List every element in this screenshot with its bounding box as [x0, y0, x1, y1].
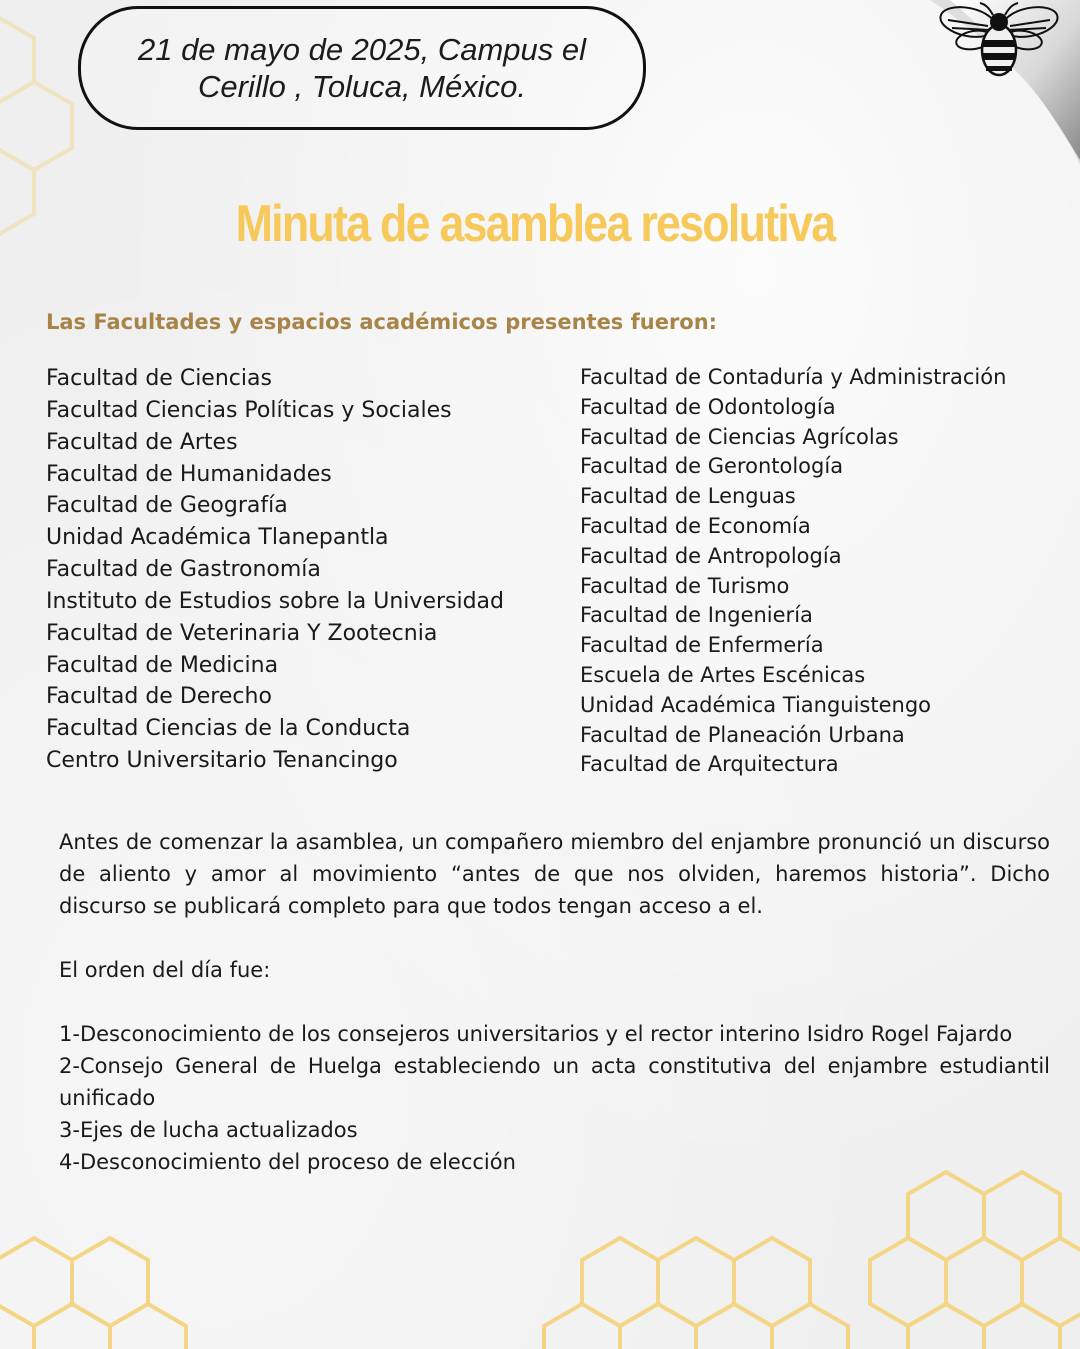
list-item: Centro Universitario Tenancingo [46, 748, 398, 774]
list-item: Facultad de Veterinaria Y Zootecnia [46, 620, 438, 646]
list-item: Facultad de Gastronomía [46, 557, 321, 583]
agenda-item: 3-Ejes de lucha actualizados [59, 1118, 358, 1142]
list-item: Facultad de Gerontología [580, 454, 844, 479]
date-location: 21 de mayo de 2025, Campus el Cerillo , Toluca, México. [137, 32, 587, 104]
list-item: Facultad de Derecho [46, 684, 272, 710]
list-item: Unidad Académica Tianguistengo [580, 692, 932, 717]
agenda-item: 2-Consejo General de Huelga estableciendo un acta constitutiva del enjambre estudiantil unificado [59, 1054, 1050, 1110]
list-item: Facultad de Planeación Urbana [580, 722, 905, 747]
date-location-box [78, 6, 646, 130]
agenda-heading: El orden del día fue: [59, 958, 271, 982]
minutes-body [59, 826, 1050, 1178]
list-item: Facultad de Economía [580, 513, 811, 538]
list-item: Facultad de Lenguas [580, 484, 796, 509]
list-item: Facultad de Turismo [580, 573, 790, 598]
intro-paragraph: Antes de comenzar la asamblea, un compañero miembro del enjambre pronunció un discurso de aliento y amor al movimiento “antes de que nos olviden, haremos historia”. Dicho discurso se publicará completo para que todos tengan acceso a el. [59, 830, 1050, 918]
agenda-item: 1-Desconocimiento de los consejeros universitarios y el rector interino Isidro Rogel Fajardo [59, 1022, 1013, 1046]
attendance-heading: Las Facultades y espacios académicos presentes fueron: [46, 310, 718, 334]
faculty-list-left [46, 363, 504, 777]
list-item: Unidad Académica Tlanepantla [46, 525, 389, 551]
agenda-item: 4-Desconocimiento del proceso de elección [59, 1150, 516, 1174]
list-item: Escuela de Artes Escénicas [580, 662, 866, 687]
list-item: Facultad de Medicina [46, 652, 279, 678]
list-item: Facultad Ciencias Políticas y Sociales [46, 397, 452, 423]
list-item: Facultad de Enfermería [580, 633, 824, 658]
list-item: Facultad de Ciencias Agrícolas [580, 424, 899, 449]
list-item: Facultad de Contaduría y Administración [580, 365, 1007, 389]
list-item: Facultad de Odontología [580, 394, 836, 419]
list-item: Facultad de Antropología [580, 543, 842, 568]
list-item: Facultad de Humanidades [46, 461, 332, 487]
list-item: Facultad de Artes [46, 429, 238, 455]
page-title: Minuta de asamblea resolutiva [235, 195, 835, 253]
list-item: Facultad de Ingeniería [580, 603, 813, 628]
list-item: Facultad de Geografía [46, 493, 288, 519]
list-item: Facultad de Arquitectura [580, 752, 839, 777]
list-item: Instituto de Estudios sobre la Universidad [46, 588, 505, 614]
list-item: Facultad Ciencias de la Conducta [46, 716, 411, 742]
faculty-list-right [580, 363, 1006, 780]
list-item: Facultad de Ciencias [46, 366, 272, 391]
bee-icon [938, 0, 1060, 78]
